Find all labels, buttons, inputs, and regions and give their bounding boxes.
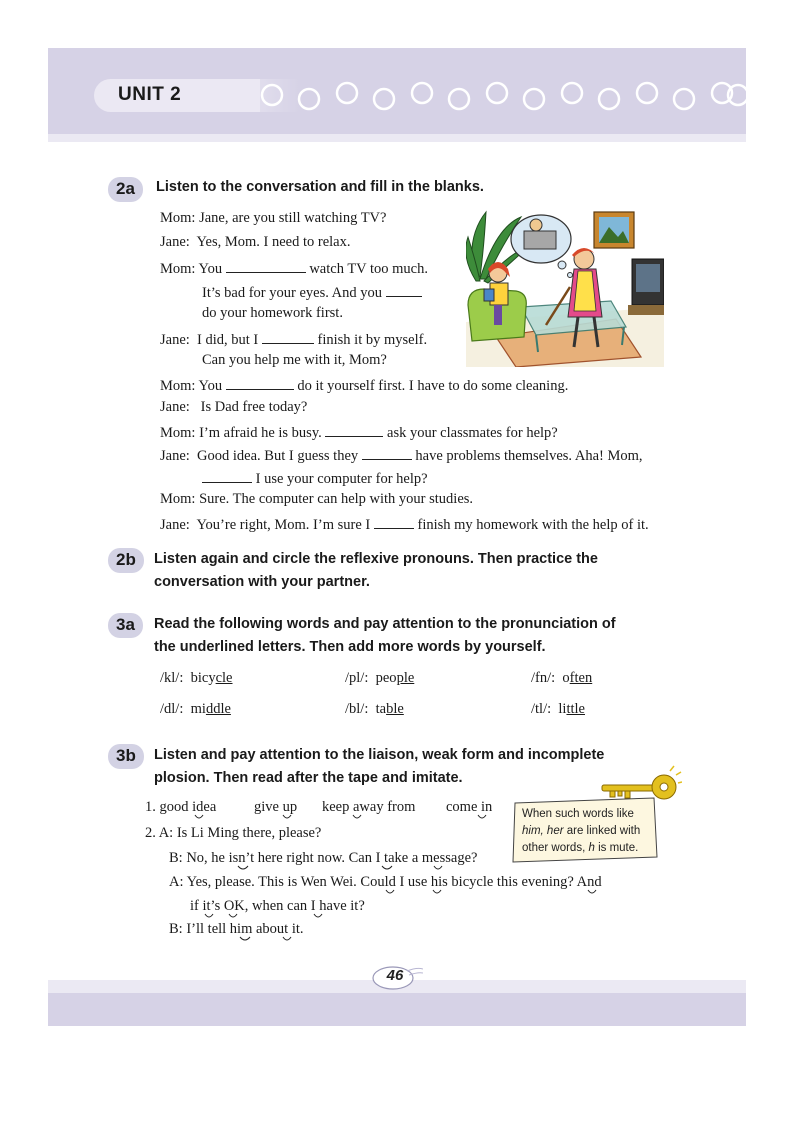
section-title-3b-line1: Listen and pay attention to the liaison, weak form and incomplete	[154, 747, 605, 763]
section-title-2a: Listen to the conversation and fill in the blanks.	[156, 179, 484, 195]
dialogue-line: B: No, he isn’t here right now. Can I take a message?	[169, 850, 478, 866]
dialogue-line: Mom: Jane, are you still watching TV?	[160, 210, 387, 226]
answer-blank[interactable]	[202, 468, 252, 483]
dialogue-line: Jane: Yes, Mom. I need to relax.	[160, 234, 351, 250]
dialogue-line: do your homework first.	[202, 305, 343, 321]
header-strip	[48, 134, 746, 142]
section-badge-3b: 3b	[108, 744, 144, 769]
footer-band	[48, 993, 746, 1026]
answer-blank[interactable]	[226, 258, 306, 273]
dialogue-line: Mom: You do it yourself first. I have to do some cleaning.	[160, 375, 568, 395]
liaison-phrase: 1. good idea	[145, 799, 217, 815]
pronunciation-word: /tl/: little	[531, 701, 585, 717]
dialogue-line: Jane: Good idea. But I guess they have problems themselves. Aha! Mom,	[160, 445, 643, 465]
unit-title: UNIT 2	[118, 84, 182, 105]
section-title-3a-line1: Read the following words and pay attention to the pronunciation of	[154, 616, 616, 632]
dialogue-line: Jane: I did, but I finish it by myself.	[160, 329, 427, 349]
section-badge-2a: 2a	[108, 177, 143, 202]
dialogue-line: Jane: You’re right, Mom. I’m sure I finish my homework with the help of it.	[160, 514, 649, 534]
answer-blank[interactable]	[325, 422, 383, 437]
pronunciation-word: /kl/: bicycle	[160, 670, 233, 686]
section-title-2b-line1: Listen again and circle the reflexive pronouns. Then practice the	[154, 551, 598, 567]
section-badge-2b: 2b	[108, 548, 144, 573]
liaison-phrase: give up	[254, 799, 298, 815]
liaison-phrase: keep away from	[322, 799, 416, 815]
section-title-2b-line2: conversation with your partner.	[154, 574, 370, 590]
dialogue-line: Mom: Sure. The computer can help with your studies.	[160, 491, 474, 507]
answer-blank[interactable]	[362, 445, 412, 460]
section-badge-3a: 3a	[108, 613, 143, 638]
dialogue-line: if it’s OK, when can I have it?	[190, 898, 365, 914]
answer-blank[interactable]	[226, 375, 294, 390]
pronunciation-word: /fn/: often	[531, 670, 593, 686]
mom-and-jane-illustration	[466, 207, 664, 367]
answer-blank[interactable]	[262, 329, 314, 344]
dialogue-line: Mom: You watch TV too much.	[160, 258, 428, 278]
page-number: 46	[386, 967, 404, 984]
pronunciation-word: /dl/: middle	[160, 701, 231, 717]
answer-blank[interactable]	[374, 514, 414, 529]
section-title-3b-line2: plosion. Then read after the tape and imitate.	[154, 770, 463, 786]
dialogue-line: I use your computer for help?	[202, 468, 428, 488]
dialogue-line: A: Yes, please. This is Wen Wei. Could I use his bicycle this evening? And	[169, 874, 602, 890]
section-title-3a-line2: the underlined letters. Then add more words by yourself.	[154, 639, 546, 655]
dialogue-line: B: I’ll tell him about it.	[169, 921, 304, 937]
note-text: When such words like him, her are linked with other words, h is mute.	[522, 808, 641, 854]
dialogue-line: It’s bad for your eyes. And you	[202, 282, 422, 302]
liaison-phrase: come in	[446, 799, 493, 815]
dialogue-line: Jane: Is Dad free today?	[160, 399, 308, 415]
dialogue-line: 2. A: Is Li Ming there, please?	[145, 825, 322, 841]
dialogue-line: Can you help me with it, Mom?	[202, 352, 387, 368]
answer-blank[interactable]	[386, 282, 422, 297]
pronunciation-word: /pl/: people	[345, 670, 415, 686]
pronunciation-word: /bl/: table	[345, 701, 404, 717]
decorative-rings-icon	[256, 80, 746, 114]
dialogue-line: Mom: I’m afraid he is busy. ask your classmates for help?	[160, 422, 558, 442]
